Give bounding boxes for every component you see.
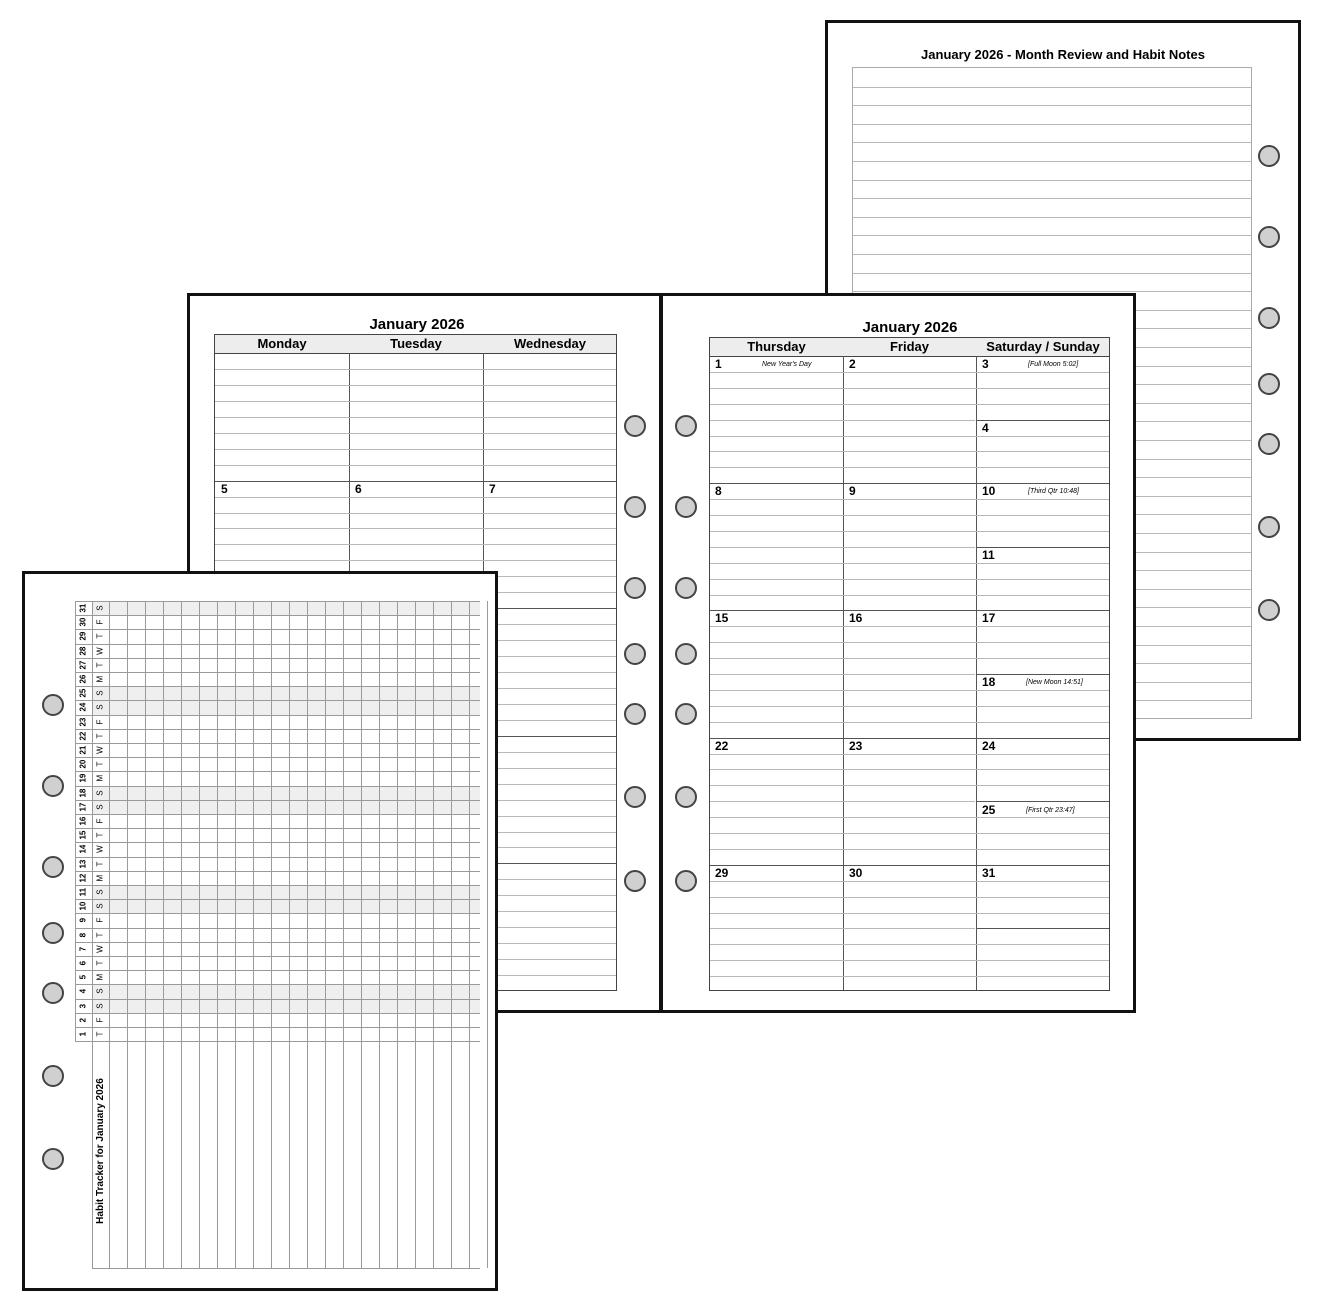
grid-col-line <box>235 601 236 1268</box>
habit-weekday-label: S <box>95 804 105 810</box>
rule-line <box>853 180 1251 181</box>
grid-row-line <box>75 942 480 943</box>
grid-row-line <box>75 1013 480 1014</box>
grid-col-line <box>109 601 110 1268</box>
rule-line <box>710 769 1109 770</box>
right-calendar-grid <box>709 337 1110 991</box>
habit-date-label: 14 <box>78 845 88 854</box>
rule-line <box>710 547 975 548</box>
rule-line <box>853 161 1251 162</box>
right-header-row <box>710 338 1109 357</box>
week-divider <box>710 610 1109 611</box>
habit-weekday-label: S <box>95 988 105 995</box>
rule-line <box>853 124 1251 125</box>
rule-line <box>710 881 1109 882</box>
day-header-thursday: Thursday <box>747 339 806 354</box>
habit-date-label: 21 <box>78 745 88 755</box>
binder-hole-icon <box>675 415 697 437</box>
habit-date-label: 15 <box>78 830 88 840</box>
weekend-shade <box>92 601 480 615</box>
day-header-monday: Monday <box>257 336 307 351</box>
binder-hole-icon <box>42 694 64 716</box>
grid-row-line <box>75 743 480 744</box>
binder-hole-icon <box>42 856 64 878</box>
rule-line <box>710 976 1109 977</box>
binder-hole-icon <box>624 496 646 518</box>
weekend-split-line <box>976 928 1109 929</box>
grid-col-line <box>415 601 416 1268</box>
rule-line <box>710 531 1109 532</box>
binder-hole-icon <box>1258 373 1280 395</box>
date-number: 8 <box>715 484 722 499</box>
rule-line <box>710 706 1109 707</box>
rule-line <box>710 467 1109 468</box>
grid-col-line <box>325 601 326 1268</box>
grid-row-line <box>75 615 480 616</box>
habit-date-label: 24 <box>78 703 88 712</box>
habit-date-label: 27 <box>78 660 88 670</box>
habit-weekday-label: T <box>95 733 105 739</box>
grid-col-line <box>217 601 218 1268</box>
habit-weekday-label: S <box>95 605 105 611</box>
habit-weekday-label: M <box>95 973 105 981</box>
binder-hole-icon <box>675 643 697 665</box>
weekend-shade <box>92 700 480 714</box>
habit-date-label: 30 <box>78 617 88 627</box>
date-number: 4 <box>982 421 989 435</box>
rule-line <box>853 273 1251 274</box>
binder-hole-icon <box>675 703 697 725</box>
rule-line <box>710 674 975 675</box>
rule-line <box>710 515 1109 516</box>
grid-col-line <box>379 601 380 1268</box>
date-number: 22 <box>715 738 729 753</box>
rule-line <box>710 801 975 802</box>
habit-weekday-label: F <box>95 719 105 725</box>
rule-line <box>710 658 1109 659</box>
weekend-shade <box>92 999 480 1013</box>
habit-date-label: 23 <box>78 717 88 727</box>
habit-date-label: 9 <box>78 918 88 923</box>
date-number: 25 <box>982 802 996 817</box>
binder-hole-icon <box>624 703 646 725</box>
weekend-split-line <box>976 547 1109 548</box>
moon-phase-note: [Full Moon 5:02] <box>1028 361 1079 368</box>
grid-row-line <box>75 814 480 815</box>
habit-date-label: 20 <box>78 759 88 769</box>
grid-col-line <box>343 601 344 1268</box>
habit-weekday-label: T <box>95 832 105 838</box>
grid-row-line <box>75 729 480 730</box>
binder-hole-icon <box>1258 145 1280 167</box>
left-page-title: January 2026 <box>369 316 465 333</box>
habit-weekday-label: T <box>95 634 105 639</box>
rule-line <box>710 499 1109 500</box>
rule-line <box>215 465 616 466</box>
rule-line <box>215 560 616 561</box>
habit-weekday-label: F <box>95 818 105 824</box>
rule-line <box>215 401 616 402</box>
weekend-split-line <box>976 420 1109 421</box>
grid-col-line <box>397 601 398 1268</box>
grid-row-line <box>75 700 480 701</box>
binder-hole-icon <box>42 775 64 797</box>
date-number: 3 <box>982 357 989 371</box>
rule-line <box>710 690 1109 691</box>
habit-weekday-label: S <box>95 1003 105 1009</box>
rule-line <box>853 105 1251 106</box>
date-number: 5 <box>221 482 228 496</box>
rule-line <box>710 960 1109 961</box>
grid-row-line <box>75 857 480 858</box>
habit-weekday-label: W <box>95 945 105 953</box>
habit-weekday-label: T <box>95 662 105 668</box>
grid-row-line <box>75 984 480 985</box>
grid-row-line <box>75 970 480 971</box>
habit-date-label: 2 <box>78 1017 88 1023</box>
rule-line <box>710 595 1109 596</box>
grid-row-line <box>75 771 480 772</box>
habit-date-label: 6 <box>78 960 88 966</box>
habit-date-label: 31 <box>78 603 88 613</box>
grid-row-line <box>75 715 480 716</box>
habit-date-label: 7 <box>78 946 88 952</box>
rule-line <box>215 544 616 545</box>
habit-date-label: 25 <box>78 688 88 698</box>
grid-row-line <box>75 999 480 1000</box>
habit-date-label: 16 <box>78 816 88 826</box>
habit-date-label: 18 <box>78 788 88 798</box>
date-number: 31 <box>982 865 996 880</box>
habit-weekday-label: M <box>95 775 105 782</box>
date-number: 2 <box>849 357 856 371</box>
rule-line <box>853 217 1251 218</box>
grid-col-line <box>451 601 452 1268</box>
grid-col-line <box>127 601 128 1268</box>
habit-weekday-label: W <box>95 746 105 754</box>
habit-weekday-label: T <box>95 932 105 938</box>
date-number: 17 <box>982 611 996 626</box>
habit-weekday-label: S <box>95 790 105 796</box>
habit-grid <box>75 601 480 1268</box>
weekend-shade <box>92 984 480 998</box>
rule-line <box>215 369 616 370</box>
week-divider <box>710 865 1109 866</box>
rule-line <box>710 897 1109 898</box>
day-header-wednesday: Wednesday <box>513 336 586 351</box>
habit-date-label: 1 <box>78 1031 88 1037</box>
rule-line <box>215 385 616 386</box>
grid-row-line <box>75 757 480 758</box>
habit-date-label: 10 <box>78 901 88 911</box>
binder-hole-icon <box>624 415 646 437</box>
grid-row-line <box>75 644 480 645</box>
habit-date-label: 28 <box>78 646 88 656</box>
date-number: 1 <box>715 357 722 371</box>
binder-hole-icon <box>675 577 697 599</box>
grid-row-line <box>75 629 480 630</box>
binder-hole-icon <box>624 870 646 892</box>
review-title: January 2026 - Month Review and Habit Notes <box>921 47 1205 62</box>
moon-phase-note: [Third Qtr 10:48] <box>1028 488 1079 496</box>
habit-date-label: 26 <box>78 674 88 684</box>
habit-weekday-label: T <box>95 960 105 966</box>
binder-hole-icon <box>675 870 697 892</box>
rule-line <box>710 785 1109 786</box>
grid-row-line <box>75 956 480 957</box>
grid-row-line <box>75 786 480 787</box>
rule-line <box>215 497 616 498</box>
rule-line <box>710 388 1109 389</box>
grid-col-line <box>307 601 308 1268</box>
grid-col-line <box>487 601 488 1268</box>
weekend-shade <box>92 899 480 913</box>
week-divider <box>710 738 1109 739</box>
rule-line <box>710 563 1109 564</box>
rule-line <box>710 817 1109 818</box>
habit-weekday-label: F <box>95 1017 105 1023</box>
day-header-tuesday: Tuesday <box>390 336 442 351</box>
date-number: 30 <box>849 865 863 880</box>
binder-hole-icon <box>42 922 64 944</box>
date-number: 18 <box>982 675 996 690</box>
binder-hole-icon <box>675 786 697 808</box>
date-number: 9 <box>849 484 856 499</box>
grid-row-line <box>75 672 480 673</box>
binder-hole-icon <box>624 643 646 665</box>
rule-line <box>710 420 975 421</box>
habit-date-label: 4 <box>78 989 88 994</box>
rule-line <box>710 626 1109 627</box>
rule-line <box>215 433 616 434</box>
habit-weekday-label: T <box>95 761 105 767</box>
weekend-shade <box>92 786 480 800</box>
weekend-split-line <box>976 801 1109 802</box>
habit-date-label: 29 <box>78 632 88 641</box>
rule-line <box>853 235 1251 236</box>
habit-date-label: 8 <box>78 932 88 937</box>
grid-row-line <box>75 601 480 602</box>
habit-tracker-page <box>22 571 498 1291</box>
week-divider <box>710 483 1109 484</box>
habit-weekday-label: W <box>95 646 105 655</box>
grid-row-line <box>75 885 480 886</box>
rule-line <box>215 417 616 418</box>
day-header-friday: Friday <box>889 339 929 354</box>
grid-col-line <box>289 601 290 1268</box>
grid-row-line <box>75 913 480 914</box>
rule-line <box>710 913 1109 914</box>
grid-row-line <box>75 1041 480 1042</box>
grid-row-line <box>75 800 480 801</box>
binder-hole-icon <box>1258 307 1280 329</box>
weekend-shade <box>92 885 480 899</box>
grid-col-line <box>271 601 272 1268</box>
habit-weekday-label: S <box>95 903 105 909</box>
habit-tracker-title: Habit Tracker for January 2026 <box>95 1078 106 1224</box>
habit-date-label: 22 <box>78 731 88 741</box>
grid-col-line <box>433 601 434 1268</box>
rule-line <box>710 833 1109 834</box>
grid-row-line <box>75 658 480 659</box>
rule-line <box>710 849 1109 850</box>
habit-date-label: 3 <box>78 1003 88 1008</box>
habit-weekday-label: F <box>95 918 105 923</box>
grid-row-line <box>75 842 480 843</box>
grid-col-line <box>181 601 182 1268</box>
rule-line <box>853 198 1251 199</box>
right-page-title: January 2026 <box>862 319 958 336</box>
weekend-shade <box>92 686 480 700</box>
habit-weekday-label: W <box>95 845 105 854</box>
binder-hole-icon <box>624 786 646 808</box>
date-number: 15 <box>715 611 729 626</box>
habit-weekday-label: T <box>95 1031 105 1037</box>
moon-phase-note: [New Moon 14:51] <box>1026 679 1083 687</box>
grid-row-line <box>75 928 480 929</box>
binder-hole-icon <box>42 1148 64 1170</box>
binder-hole-icon <box>1258 599 1280 621</box>
grid-row-line <box>75 828 480 829</box>
date-number: 7 <box>489 482 496 496</box>
binder-hole-icon <box>42 982 64 1004</box>
left-header-row <box>215 335 616 354</box>
habit-date-label: 17 <box>78 802 88 812</box>
day-header-weekend: Saturday / Sunday <box>986 339 1100 354</box>
grid-col-line <box>361 601 362 1268</box>
habit-weekday-label: F <box>95 619 105 625</box>
date-number: 11 <box>982 548 995 563</box>
rule-line <box>853 142 1251 143</box>
rule-line <box>710 928 975 929</box>
rule-line <box>710 372 1109 373</box>
binder-hole-icon <box>1258 226 1280 248</box>
week-divider <box>215 481 616 482</box>
weekend-split-line <box>976 674 1109 675</box>
grid-col-line <box>199 601 200 1268</box>
grid-row-line <box>75 871 480 872</box>
rule-line <box>710 754 1109 755</box>
date-number: 24 <box>982 738 996 753</box>
habit-date-label: 11 <box>78 887 88 897</box>
rule-line <box>710 451 1109 452</box>
rule-line <box>853 87 1251 88</box>
date-number: 23 <box>849 738 863 753</box>
rule-line <box>853 254 1251 255</box>
grid-col-line <box>145 601 146 1268</box>
date-number: 16 <box>849 611 863 626</box>
weekend-shade <box>92 800 480 814</box>
binder-hole-icon <box>1258 516 1280 538</box>
calendar-right-page <box>660 293 1136 1013</box>
grid-row-line <box>75 1027 480 1028</box>
rule-line <box>215 449 616 450</box>
binder-hole-icon <box>42 1065 64 1087</box>
rule-line <box>710 404 1109 405</box>
moon-phase-note: [First Qtr 23:47] <box>1026 806 1075 814</box>
habit-weekday-label: S <box>95 690 105 696</box>
grid-col-line <box>253 601 254 1268</box>
binder-hole-icon <box>624 577 646 599</box>
habit-weekday-label: S <box>95 704 105 711</box>
grid-col-line <box>469 601 470 1268</box>
habit-weekday-label: S <box>95 889 105 895</box>
date-number: 6 <box>355 482 362 496</box>
grid-row-line <box>75 899 480 900</box>
habit-date-label: 5 <box>78 975 88 980</box>
grid-col-line <box>163 601 164 1268</box>
rule-line <box>710 642 1109 643</box>
habit-weekday-label: T <box>95 861 105 867</box>
habit-date-label: 19 <box>78 774 88 783</box>
holiday-note: New Year's Day <box>762 361 812 368</box>
rule-line <box>710 436 1109 437</box>
date-number: 29 <box>715 865 729 880</box>
habit-weekday-label: M <box>95 675 105 683</box>
rule-line <box>215 513 616 514</box>
rule-line <box>710 579 1109 580</box>
habit-weekday-label: M <box>95 874 105 882</box>
habit-date-label: 13 <box>78 859 88 869</box>
rule-line <box>710 944 1109 945</box>
binder-hole-icon <box>675 496 697 518</box>
grid-row-line <box>92 1268 480 1269</box>
binder-hole-icon <box>1258 433 1280 455</box>
rule-line <box>710 722 1109 723</box>
rule-line <box>215 528 616 529</box>
grid-row-line <box>75 686 480 687</box>
date-number: 10 <box>982 484 996 499</box>
habit-date-label: 12 <box>78 873 88 883</box>
